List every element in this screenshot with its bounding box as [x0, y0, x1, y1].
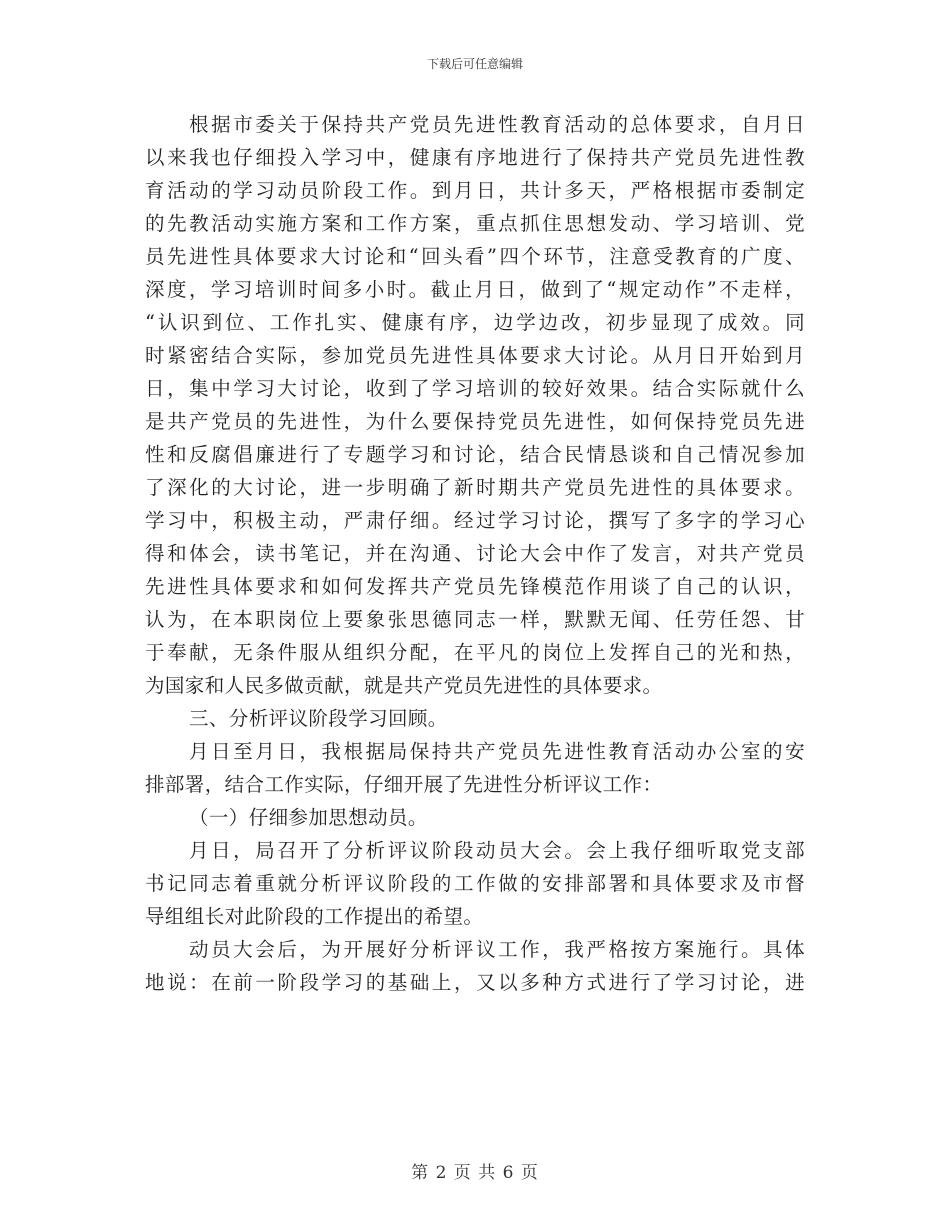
text-line: 性和反腐倡廉进行了专题学习和讨论，结合民情恳谈和自己情况参加: [145, 443, 805, 466]
text-line: 书记同志着重就分析评议阶段的工作做的安排部署和具体要求及市督: [145, 872, 805, 895]
page-footer: 第 2 页 共 6 页: [411, 1163, 539, 1183]
text-line: 得和体会，读书笔记，并在沟通、讨论大会中作了发言，对共产党员: [145, 542, 805, 565]
text-line: 了深化的大讨论，进一步明确了新时期共产党员先进性的具体要求。: [145, 476, 805, 499]
text-line: 先进性具体要求和如何发挥共产党员先锋模范作用谈了自己的认识，: [145, 575, 805, 598]
text-line: 导组组长对此阶段的工作提出的希望。: [145, 905, 484, 928]
text-line: 的先教活动实施方案和工作方案，重点抓住思想发动、学习培训、党: [145, 212, 805, 235]
text-line: 排部署，结合工作实际，仔细开展了先进性分析评议工作：: [145, 773, 663, 796]
text-line: 认为，在本职岗位上要象张思德同志一样，默默无闻、任劳任怨、甘: [145, 608, 805, 631]
text-line: 以来我也仔细投入学习中，健康有序地进行了保持共产党员先进性教: [145, 146, 805, 169]
text-line: 为国家和人民多做贡献，就是共产党员先进性的具体要求。: [145, 674, 663, 697]
text-line: 根据市委关于保持共产党员先进性教育活动的总体要求，自月日: [189, 113, 805, 136]
text-line: 学习中，积极主动，严肃仔细。经过学习讨论，撰写了多字的学习心: [145, 509, 805, 532]
page-header: 下载后可任意编辑: [426, 57, 523, 71]
text-line: “认识到位、工作扎实、健康有序，边学边改，初步显现了成效。同: [145, 311, 805, 334]
text-line: 于奉献，无条件服从组织分配，在平凡的岗位上发挥自己的光和热，: [145, 641, 805, 664]
text-line: 日，集中学习大讨论，收到了学习培训的较好效果。结合实际就什么: [145, 377, 805, 400]
text-line: 地说：在前一阶段学习的基础上，又以多种方式进行了学习讨论，进: [145, 971, 805, 994]
text-line: 月日，局召开了分析评议阶段动员大会。会上我仔细听取党支部: [189, 839, 805, 862]
document-body: [145, 108, 805, 999]
text-line: 是共产党员的先进性，为什么要保持党员先进性，如何保持党员先进: [145, 410, 805, 433]
text-line: 育活动的学习动员阶段工作。到月日，共计多天，严格根据市委制定: [145, 179, 805, 202]
section-heading: 三、分析评议阶段学习回顾。: [189, 707, 448, 730]
text-line: 时紧密结合实际，参加党员先进性具体要求大讨论。从月日开始到月: [145, 344, 805, 367]
text-line: 动员大会后，为开展好分析评议工作，我严格按方案施行。具体: [189, 938, 805, 961]
subsection-heading: （一）仔细参加思想动员。: [189, 806, 428, 829]
text-line: 月日至月日，我根据局保持共产党员先进性教育活动办公室的安: [189, 740, 805, 763]
text-line: 深度，学习培训时间多小时。截止月日，做到了“规定动作”不走样，: [145, 278, 805, 301]
text-line: 员先进性具体要求大讨论和“回头看”四个环节，注意受教育的广度、: [145, 245, 805, 268]
